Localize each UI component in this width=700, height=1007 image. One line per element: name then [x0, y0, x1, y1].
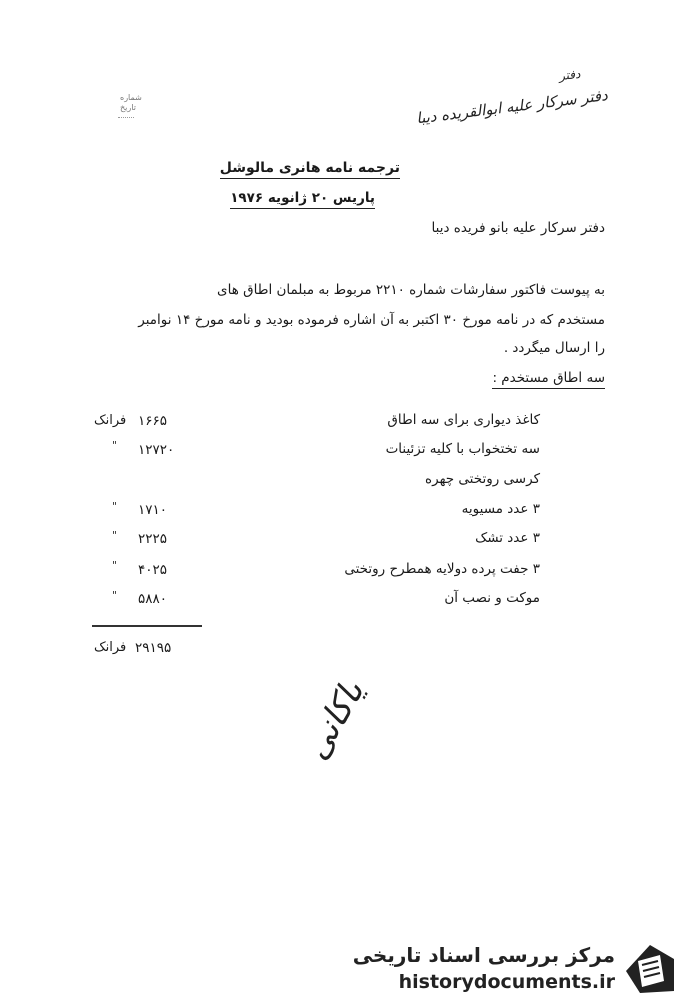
item-label: کرسی روتختی چهره [425, 471, 540, 487]
stamp-mark [118, 117, 134, 119]
item-label: موکت و نصب آن [444, 590, 540, 606]
ditto-mark: " [112, 559, 118, 572]
signature: یاکانی [295, 673, 373, 767]
total-currency: فرانک [94, 640, 127, 655]
item-amount: ۴۰۲۵ [138, 562, 168, 578]
handwritten-note: دفتر سرکار علیه ابوالقریده دیبا [415, 86, 610, 128]
watermark-url: historydocuments.ir [398, 971, 615, 993]
letter-date: پاریس ۲۰ ژانویه ۱۹۷۶ [230, 190, 375, 209]
item-amount: ۱۶۶۵ [138, 413, 168, 429]
watermark-title: مرکز بررسی اسناد تاریخی [352, 943, 615, 967]
item-amount: ۵۸۸۰ [138, 591, 168, 607]
letter-title: ترجمه نامه هانری مالوشل [220, 160, 400, 179]
ditto-mark: " [112, 529, 118, 542]
total-divider [92, 625, 202, 627]
body-line-1: به پیوست فاکتور سفارشات شماره ۲۲۱۰ مربوط به مبلمان اطاق های [217, 282, 605, 298]
item-label: کاغذ دیواری برای سه اطاق [387, 412, 540, 428]
ditto-mark: " [112, 589, 118, 602]
item-amount: ۱۲۷۲۰ [138, 442, 175, 458]
watermark [352, 935, 695, 1005]
item-amount: ۲۲۲۵ [138, 531, 168, 547]
item-label: ۳ جفت پرده دولایه همطرح روتختی [344, 561, 540, 577]
body-line-3: را ارسال میگردد . [503, 340, 605, 356]
body-line-2: مستخدم که در نامه مورخ ۳۰ اکتبر به آن اشاره فرموده بودید و نامه مورخ ۱۴ نوامبر [138, 312, 605, 328]
total-amount: ۲۹۱۹۵ [135, 640, 172, 656]
item-label: ۳ عدد تشک [475, 530, 540, 546]
ditto-mark: " [112, 439, 118, 452]
ditto-mark: " [112, 500, 118, 513]
item-label: ۳ عدد مسیویه [461, 501, 540, 517]
section-title: سه اطاق مستخدم : [492, 370, 605, 389]
item-amount: ۱۷۱۰ [138, 502, 168, 518]
stamp-number: شماره [120, 93, 142, 102]
stamp-date: تاریخ [120, 103, 136, 112]
handwritten-note-top: دفتر [557, 66, 581, 84]
item-label: سه تختخواب با کلیه تزئینات [385, 441, 540, 457]
archive-logo-icon [620, 941, 680, 997]
recipient-line: دفتر سرکار علیه بانو فریده دیبا [431, 220, 605, 236]
item-currency: فرانک [94, 413, 127, 428]
